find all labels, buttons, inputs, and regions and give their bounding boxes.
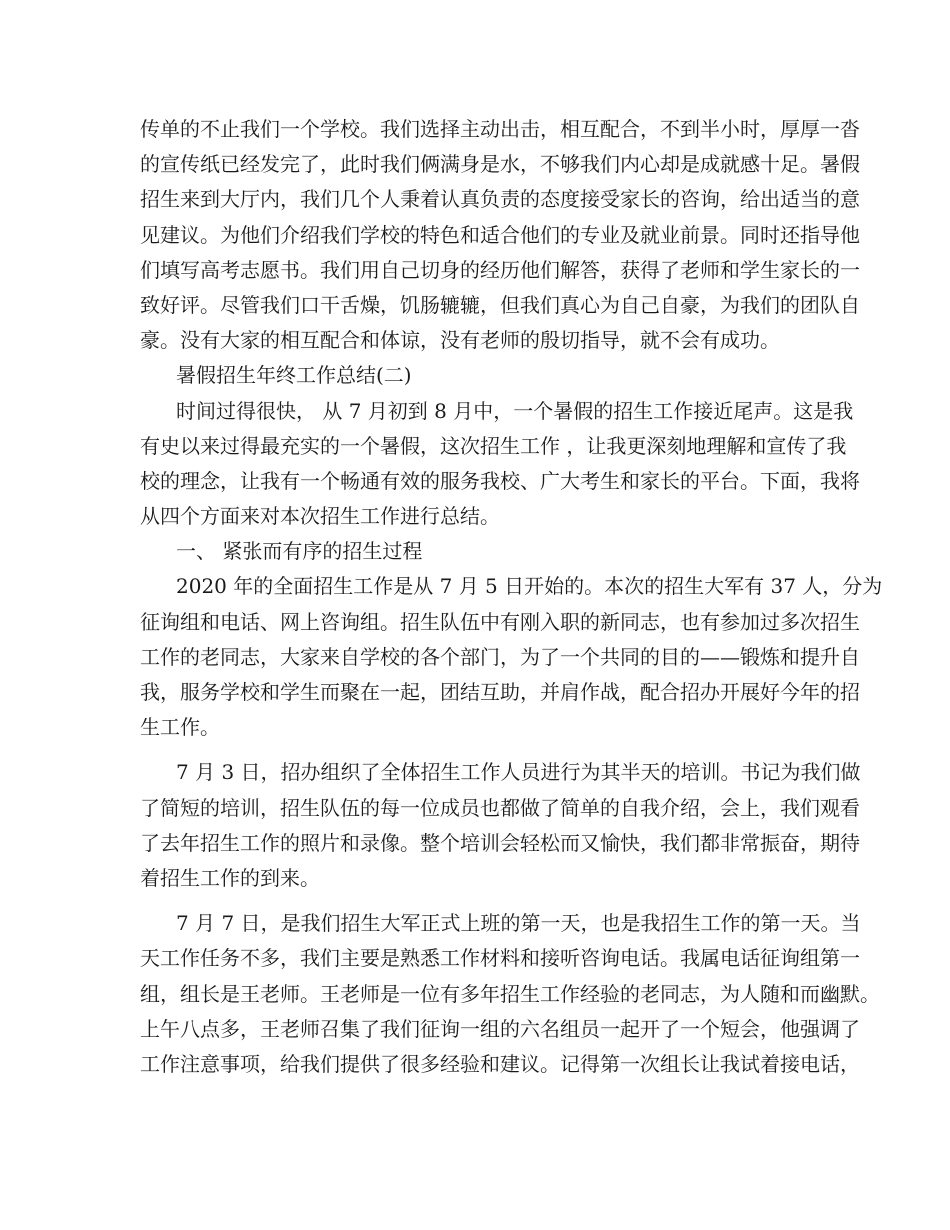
text-line: 时间过得很快， 从 7 月初到 8 月中，一个暑假的招生工作接近尾声。这是我 <box>176 398 854 423</box>
section-heading: 暑假招生年终工作总结(二) <box>176 363 412 388</box>
text-line: 7 月 7 日，是我们招生大军正式上班的第一天，也是我招生工作的第一天。当 <box>176 911 861 936</box>
text-line: 工作注意事项，给我们提供了很多经验和建议。记得第一次组长让我试着接电话， <box>140 1051 860 1076</box>
subsection-heading: 一、 紧张而有序的招生过程 <box>176 539 423 564</box>
text-line: 7 月 3 日，招办组织了全体招生工作人员进行为其半天的培训。书记为我们做 <box>176 760 861 785</box>
text-line: 的宣传纸已经发完了，此时我们俩满身是水，不够我们内心却是成就感十足。暑假 <box>140 152 860 177</box>
text-line: 组，组长是王老师。王老师是一位有多年招生工作经验的老同志，为人随和而幽默。 <box>140 981 880 1006</box>
text-line: 们填写高考志愿书。我们用自己切身的经历他们解答，获得了老师和学生家长的一 <box>140 257 860 282</box>
text-line: 了简短的培训，招生队伍的每一位成员也都做了简单的自我介绍，会上，我们观看 <box>140 795 860 820</box>
text-line: 校的理念，让我有一个畅通有效的服务我校、广大考生和家长的平台。下面，我将 <box>140 468 860 493</box>
text-line: 2020 年的全面招生工作是从 7 月 5 日开始的。本次的招生大军有 37 人，分为 <box>176 574 883 599</box>
text-line: 生工作。 <box>140 715 220 740</box>
text-line: 了去年招生工作的照片和录像。整个培训会轻松而又愉快，我们都非常振奋，期待 <box>140 830 860 855</box>
text-line: 着招生工作的到来。 <box>140 865 320 890</box>
text-line: 招生来到大厅内，我们几个人秉着认真负责的态度接受家长的咨询，给出适当的意 <box>140 187 860 212</box>
text-line: 豪。没有大家的相互配合和体谅，没有老师的殷切指导，就不会有成功。 <box>140 328 780 353</box>
text-line: 致好评。尽管我们口干舌燥，饥肠辘辘，但我们真心为自己自豪，为我们的团队自 <box>140 292 860 317</box>
text-line: 征询组和电话、网上咨询组。招生队伍中有刚入职的新同志，也有参加过多次招生 <box>140 609 860 634</box>
text-line: 有史以来过得最充实的一个暑假，这次招生工作 ，让我更深刻地理解和宣传了我 <box>140 433 847 458</box>
document-body <box>140 112 883 1082</box>
text-line: 工作的老同志，大家来自学校的各个部门，为了一个共同的目的——锻炼和提升自 <box>140 644 860 669</box>
text-line: 从四个方面来对本次招生工作进行总结。 <box>140 504 500 529</box>
text-line: 天工作任务不多，我们主要是熟悉工作材料和接听咨询电话。我属电话征询组第一 <box>140 946 860 971</box>
text-line: 上午八点多，王老师召集了我们征询一组的六名组员一起开了一个短会，他强调了 <box>140 1016 860 1041</box>
text-line: 见建议。为他们介绍我们学校的特色和适合他们的专业及就业前景。同时还指导他 <box>140 222 860 247</box>
text-line: 传单的不止我们一个学校。我们选择主动出击，相互配合，不到半小时，厚厚一沓 <box>140 117 860 141</box>
text-line: 我，服务学校和学生而聚在一起，团结互助，并肩作战，配合招办开展好今年的招 <box>140 680 860 704</box>
